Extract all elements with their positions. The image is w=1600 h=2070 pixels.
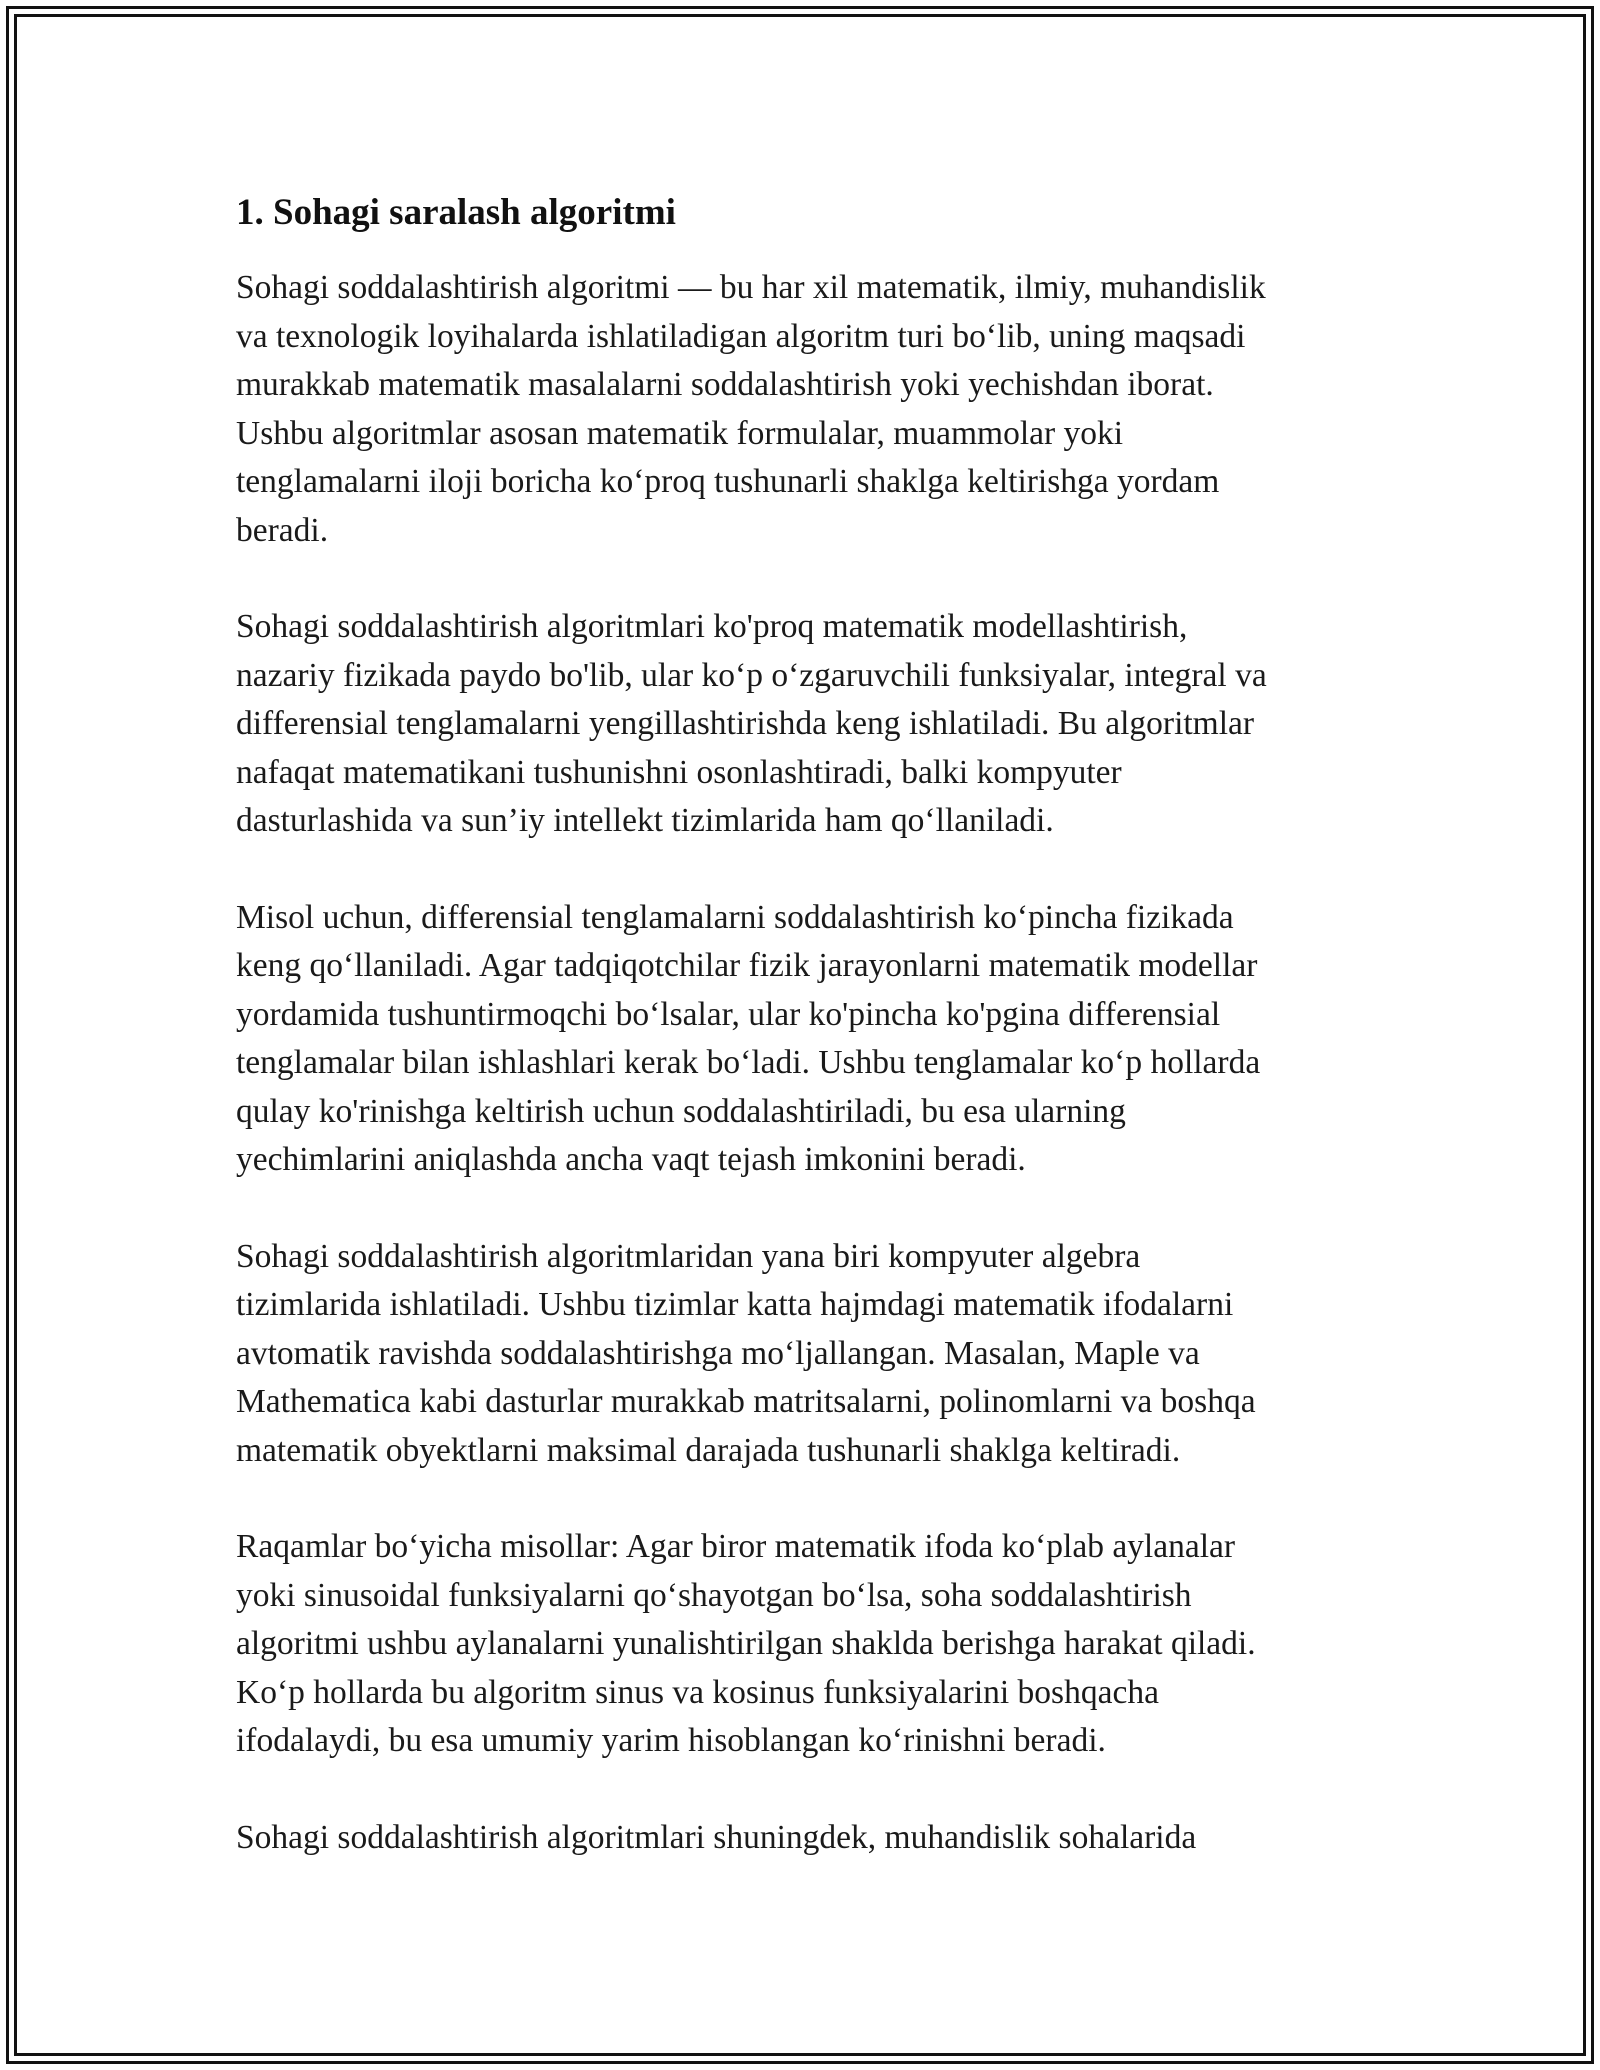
paragraph-6 (236, 1814, 1376, 1863)
paragraph-1 (236, 264, 1376, 555)
text-line: Ko‘p hollarda bu algoritm sinus va kosinus funksiyalarini boshqacha (236, 1673, 1159, 1711)
text-line: va texnologik loyihalarda ishlatiladigan algoritm turi bo‘lib, uning maqsadi (236, 317, 1246, 355)
text-line: beradi. (236, 511, 329, 549)
text-line: algoritmi ushbu aylanalarni yunalishtirilgan shakldа berishga harakat qiladi. (236, 1625, 1256, 1662)
text-line: yechimlarini aniqlashda ancha vaqt tejash imkonini beradi. (236, 1141, 1026, 1178)
text-line: keng qo‘llaniladi. Agar tadqiqotchilar fizik jarayonlarni matematik modellar (236, 947, 1258, 984)
text-line: avtomatik ravishda soddalashtirishga mo‘ljallangan. Masalan, Maple va (236, 1334, 1200, 1372)
text-line: tenglamalar bilan ishlashlari kerak bo‘ladi. Ushbu tenglamalar ko‘p hollarda (236, 1044, 1261, 1081)
document-body (236, 188, 1376, 1910)
paragraph-3 (236, 894, 1376, 1185)
paragraph-2 (236, 603, 1376, 846)
text-line: nafaqat matematikani tushunishni osonlashtiradi, balki kompyuter (236, 753, 1122, 791)
text-line: yoki sinusoidal funksiyalarni qo‘shayotgan bo‘lsa, soha soddalashtirish (236, 1576, 1192, 1614)
text-line: Sohagi soddalashtirish algoritmlari ko'proq matematik modellashtirish, (236, 608, 1188, 645)
text-line: murakkab matematik masalalarni soddalashtirish yoki yechishdan iborat. (236, 366, 1214, 403)
text-line: matematik obyektlarni maksimal darajada tushunarli shaklga keltiradi. (236, 1431, 1181, 1469)
text-line: differensial tenglamalarni yengillashtirishda keng ishlatiladi. Bu algoritmlar (236, 705, 1255, 742)
text-line: Ushbu algoritmlar asosan matematik formulalar, muammolar yoki (236, 414, 1124, 452)
section-heading: 1. Sohagi saralash algoritmi (236, 192, 676, 233)
paragraph-5 (236, 1523, 1376, 1766)
text-line: Raqamlar bo‘yicha misollar: Agar biror matematik ifoda ko‘plab aylanalar (236, 1528, 1236, 1565)
text-line: Sohagi soddalashtirish algoritmlaridan yana biri kompyuter algebra (236, 1237, 1141, 1275)
paragraph-4 (236, 1233, 1376, 1476)
text-line: yordamida tushuntirmoqchi bo‘lsalar, ular ko'pincha ko'pgina differensial (236, 995, 1221, 1033)
text-line: Mathematica kabi dasturlar murakkab matritsalarni, polinomlarni va boshqa (236, 1383, 1256, 1420)
text-line: Misol uchun, differensial tenglamalarni soddalashtirish ko‘pincha fizikada (236, 898, 1234, 936)
text-line: tenglamalarni iloji boricha ko‘proq tushunarli shaklga keltirishga yordam (236, 463, 1220, 500)
text-line: Sohagi soddalashtirish algoritmlari shuningdek, muhandislik sohalarida (236, 1818, 1197, 1856)
text-line: tizimlarida ishlatiladi. Ushbu tizimlar katta hajmdagi matematik ifodalarni (236, 1286, 1234, 1323)
text-line: qulay ko'rinishga keltirish uchun soddalashtiriladi, bu esa ularning (236, 1092, 1126, 1130)
text-line: dasturlashida va sun’iy intellekt tizimlarida ham qo‘llaniladi. (236, 802, 1054, 839)
text-line: nazariy fizikada paydo bo'lib, ular ko‘p o‘zgaruvchili funksiyalar, integral va (236, 656, 1267, 694)
text-line: ifodalaydi, bu esa umumiy yarim hisoblangan ko‘rinishni beradi. (236, 1722, 1106, 1759)
text-line: Sohagi soddalashtirish algoritmi — bu har xil matematik, ilmiy, muhandislik (236, 269, 1266, 306)
